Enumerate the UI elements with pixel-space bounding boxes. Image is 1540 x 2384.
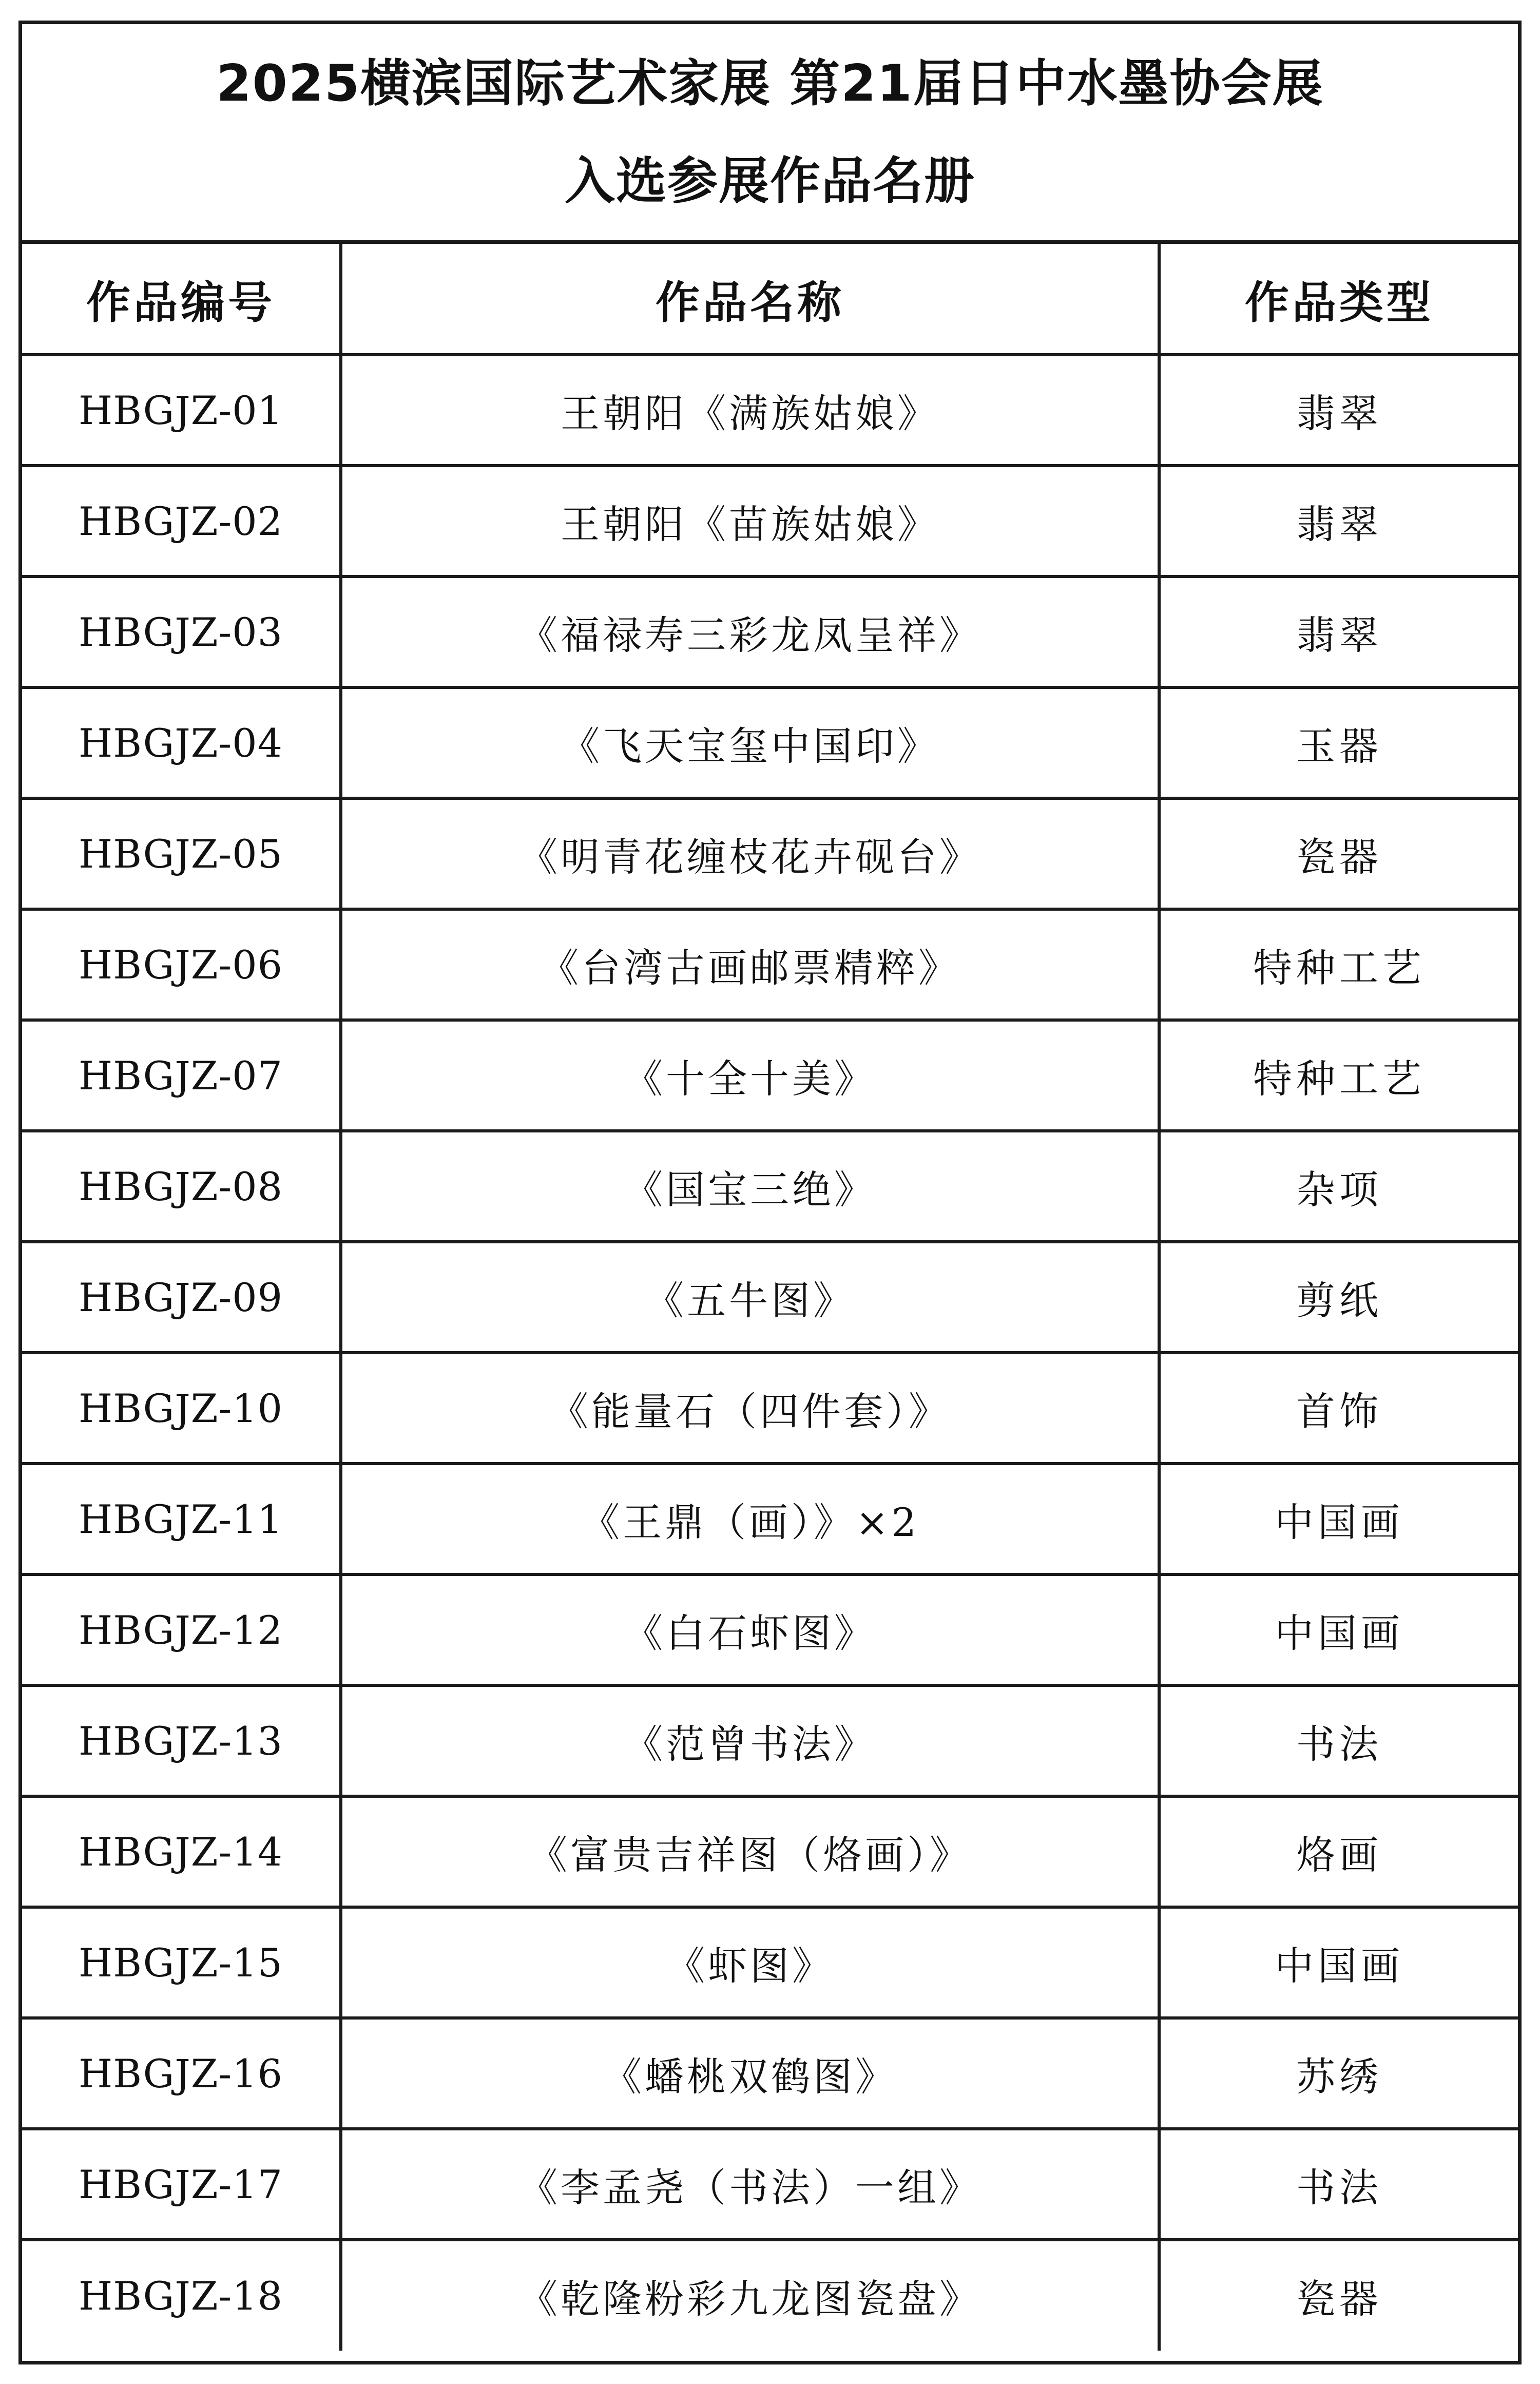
work-id: HBGJZ-18 xyxy=(22,2240,341,2351)
table-row xyxy=(22,2018,1518,2129)
work-type: 翡翠 xyxy=(1159,576,1518,687)
work-type: 翡翠 xyxy=(1159,466,1518,576)
work-id: HBGJZ-08 xyxy=(22,1131,341,1242)
work-name: 《能量石（四件套）》 xyxy=(341,1353,1159,1464)
work-type: 首饰 xyxy=(1159,1353,1518,1464)
work-name: 《台湾古画邮票精粹》 xyxy=(341,909,1159,1020)
work-name: 《福禄寿三彩龙凤呈祥》 xyxy=(341,576,1159,687)
work-id: HBGJZ-09 xyxy=(22,1242,341,1353)
document-title-block xyxy=(22,24,1518,244)
table-row xyxy=(22,687,1518,798)
work-id: HBGJZ-16 xyxy=(22,2018,341,2129)
work-id: HBGJZ-11 xyxy=(22,1464,341,1574)
work-name: 《范曾书法》 xyxy=(341,1685,1159,1796)
work-id: HBGJZ-06 xyxy=(22,909,341,1020)
work-type: 特种工艺 xyxy=(1159,909,1518,1020)
work-name: 《明青花缠枝花卉砚台》 xyxy=(341,798,1159,909)
works-table xyxy=(22,244,1518,2351)
work-id: HBGJZ-14 xyxy=(22,1796,341,1907)
work-id: HBGJZ-02 xyxy=(22,466,341,576)
work-name: 《五牛图》 xyxy=(341,1242,1159,1353)
table-row xyxy=(22,1131,1518,1242)
work-name: 《白石虾图》 xyxy=(341,1574,1159,1685)
work-id: HBGJZ-03 xyxy=(22,576,341,687)
table-row xyxy=(22,1574,1518,1685)
work-name: 《十全十美》 xyxy=(341,1020,1159,1131)
table-row xyxy=(22,909,1518,1020)
work-name: 王朝阳《满族姑娘》 xyxy=(341,355,1159,466)
work-id: HBGJZ-12 xyxy=(22,1574,341,1685)
work-type: 杂项 xyxy=(1159,1131,1518,1242)
table-row xyxy=(22,2240,1518,2351)
work-name: 《乾隆粉彩九龙图瓷盘》 xyxy=(341,2240,1159,2351)
table-row xyxy=(22,1020,1518,1131)
work-type: 瓷器 xyxy=(1296,2276,1382,2322)
work-type: 翡翠 xyxy=(1159,355,1518,466)
work-name: 《李孟尧（书法）一组》 xyxy=(341,2129,1159,2240)
work-type: 烙画 xyxy=(1159,1796,1518,1907)
column-header-name: 作品名称 xyxy=(341,244,1159,355)
document-title: 2025横滨国际艺术家展 第21届日中水墨协会展 xyxy=(216,54,1324,113)
work-type: 瓷器 xyxy=(1159,798,1518,909)
table-header-row xyxy=(22,244,1518,355)
table-row xyxy=(22,1464,1518,1574)
work-id: HBGJZ-01 xyxy=(22,355,341,466)
document-subtitle: 入选参展作品名册 xyxy=(564,151,975,210)
table-row xyxy=(22,1242,1518,1353)
work-name: 《国宝三绝》 xyxy=(341,1131,1159,1242)
work-type: 书法 xyxy=(1159,1685,1518,1796)
table-row xyxy=(22,1796,1518,1907)
work-id: HBGJZ-10 xyxy=(22,1353,341,1464)
work-type: 特种工艺 xyxy=(1159,1020,1518,1131)
work-name: 《王鼎（画）》×2 xyxy=(341,1464,1159,1574)
work-name: 王朝阳《苗族姑娘》 xyxy=(341,466,1159,576)
work-type: 苏绣 xyxy=(1159,2018,1518,2129)
table-row xyxy=(22,2129,1518,2240)
work-id: HBGJZ-17 xyxy=(22,2129,341,2240)
table-row xyxy=(22,1685,1518,1796)
work-id: HBGJZ-07 xyxy=(22,1020,341,1131)
work-id: HBGJZ-04 xyxy=(22,687,341,798)
work-type: 中国画 xyxy=(1159,1907,1518,2018)
table-row xyxy=(22,1907,1518,2018)
table-row xyxy=(22,798,1518,909)
work-id: HBGJZ-05 xyxy=(22,798,341,909)
table-row xyxy=(22,1353,1518,1464)
table-row xyxy=(22,466,1518,576)
work-type: 书法 xyxy=(1159,2129,1518,2240)
table-row xyxy=(22,576,1518,687)
work-type: 中国画 xyxy=(1159,1464,1518,1574)
column-header-type: 作品类型 xyxy=(1159,244,1518,355)
work-name: 《蟠桃双鹤图》 xyxy=(341,2018,1159,2129)
table-row xyxy=(22,355,1518,466)
work-id: HBGJZ-13 xyxy=(22,1685,341,1796)
work-name: 《富贵吉祥图（烙画）》 xyxy=(341,1796,1159,1907)
work-name: 《虾图》 xyxy=(341,1907,1159,2018)
roster-document xyxy=(18,21,1522,2364)
work-id: HBGJZ-15 xyxy=(22,1907,341,2018)
work-type: 玉器 xyxy=(1159,687,1518,798)
work-type: 剪纸 xyxy=(1159,1242,1518,1353)
column-header-id: 作品编号 xyxy=(22,244,341,355)
work-type: 中国画 xyxy=(1159,1574,1518,1685)
work-name: 《飞天宝玺中国印》 xyxy=(341,687,1159,798)
